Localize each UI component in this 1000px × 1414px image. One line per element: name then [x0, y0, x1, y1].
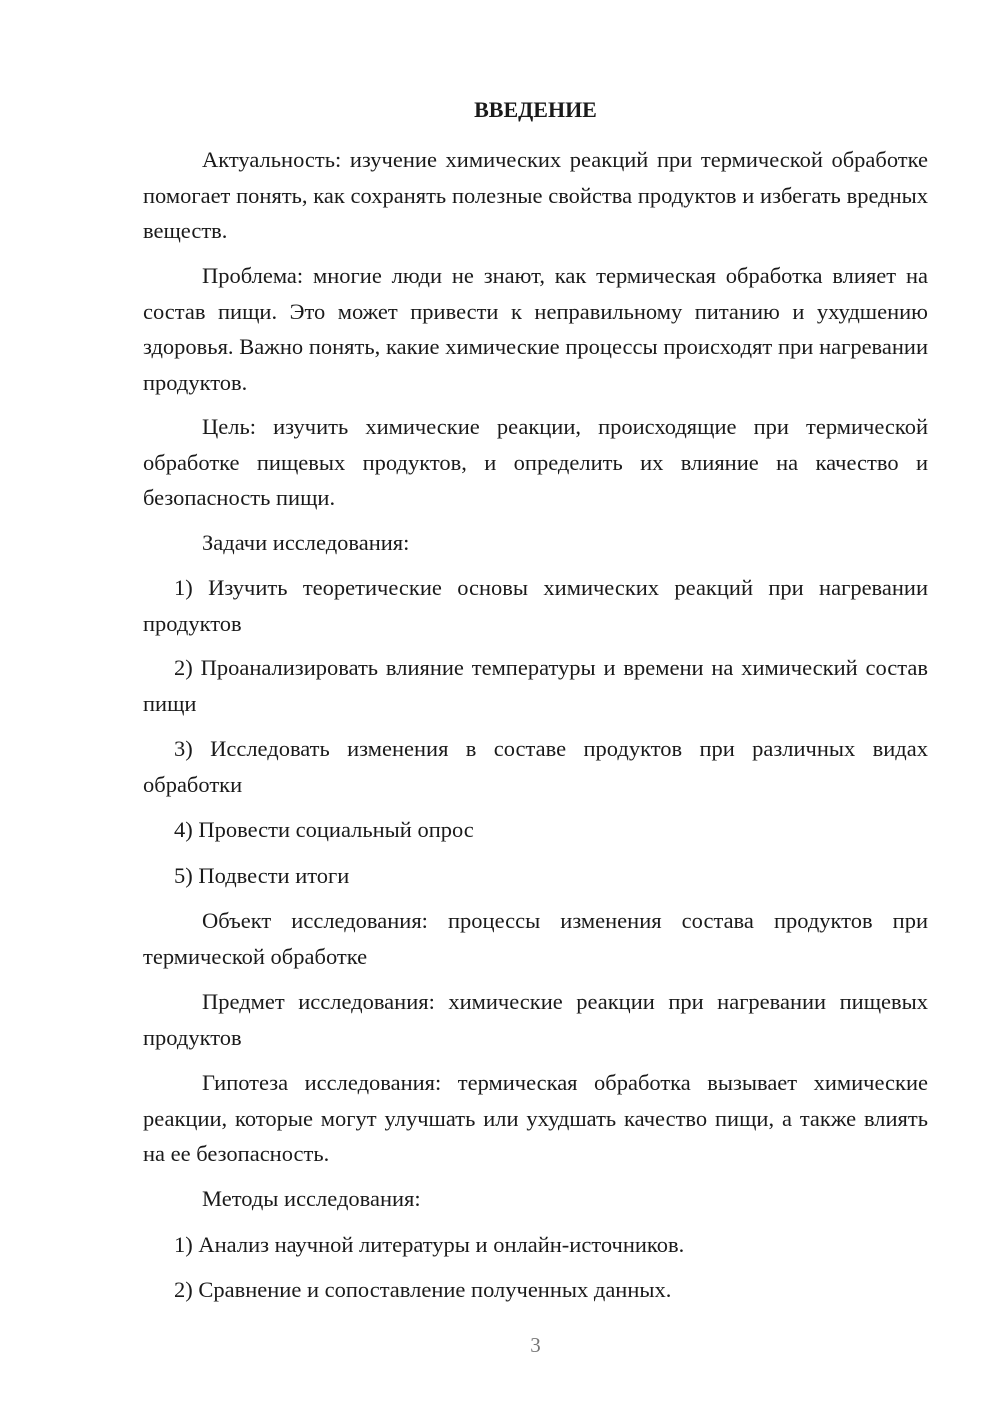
task-item-2: 2) Проанализировать влияние температуры и времени на химический состав пищи: [143, 655, 928, 716]
paragraph-hypothesis: Гипотеза исследования: термическая обработка вызывает химические реакции, которые могут улучшать или ухудшать качество пищи, а также влиять на ее безопасность.: [143, 1070, 928, 1166]
paragraph-tasks-heading: Задачи исследования:: [202, 530, 410, 555]
task-item-3: 3) Исследовать изменения в составе продуктов при различных видах обработки: [143, 736, 928, 797]
paragraph-object: Объект исследования: процессы изменения состава продуктов при термической обработке: [143, 908, 928, 969]
document-page: [143, 0, 928, 1414]
task-item-4: 4) Провести социальный опрос: [174, 817, 474, 842]
task-item-1: 1) Изучить теоретические основы химических реакций при нагревании продуктов: [143, 575, 928, 636]
paragraph-relevance: Актуальность: изучение химических реакций при термической обработке помогает понять, как сохранять полезные свойства продуктов и избегать вредных веществ.: [143, 147, 928, 243]
paragraph-subject: Предмет исследования: химические реакции при нагревании пищевых продуктов: [143, 989, 928, 1050]
method-item-1: 1) Анализ научной литературы и онлайн-источников.: [174, 1232, 685, 1257]
section-title: ВВЕДЕНИЕ: [474, 97, 597, 122]
paragraph-goal: Цель: изучить химические реакции, происходящие при термической обработке пищевых продуктов, и определить их влияние на качество и безопасность пищи.: [143, 414, 928, 510]
page-number: 3: [530, 1333, 541, 1357]
paragraph-problem: Проблема: многие люди не знают, как термическая обработка влияет на состав пищи. Это может привести к неправильному питанию и ухудшению здоровья. Важно понять, какие химические процессы происходят при нагревании продуктов.: [143, 263, 928, 395]
method-item-2: 2) Сравнение и сопоставление полученных данных.: [174, 1277, 672, 1302]
paragraph-methods-heading: Методы исследования:: [202, 1186, 421, 1211]
task-item-5: 5) Подвести итоги: [174, 863, 350, 888]
